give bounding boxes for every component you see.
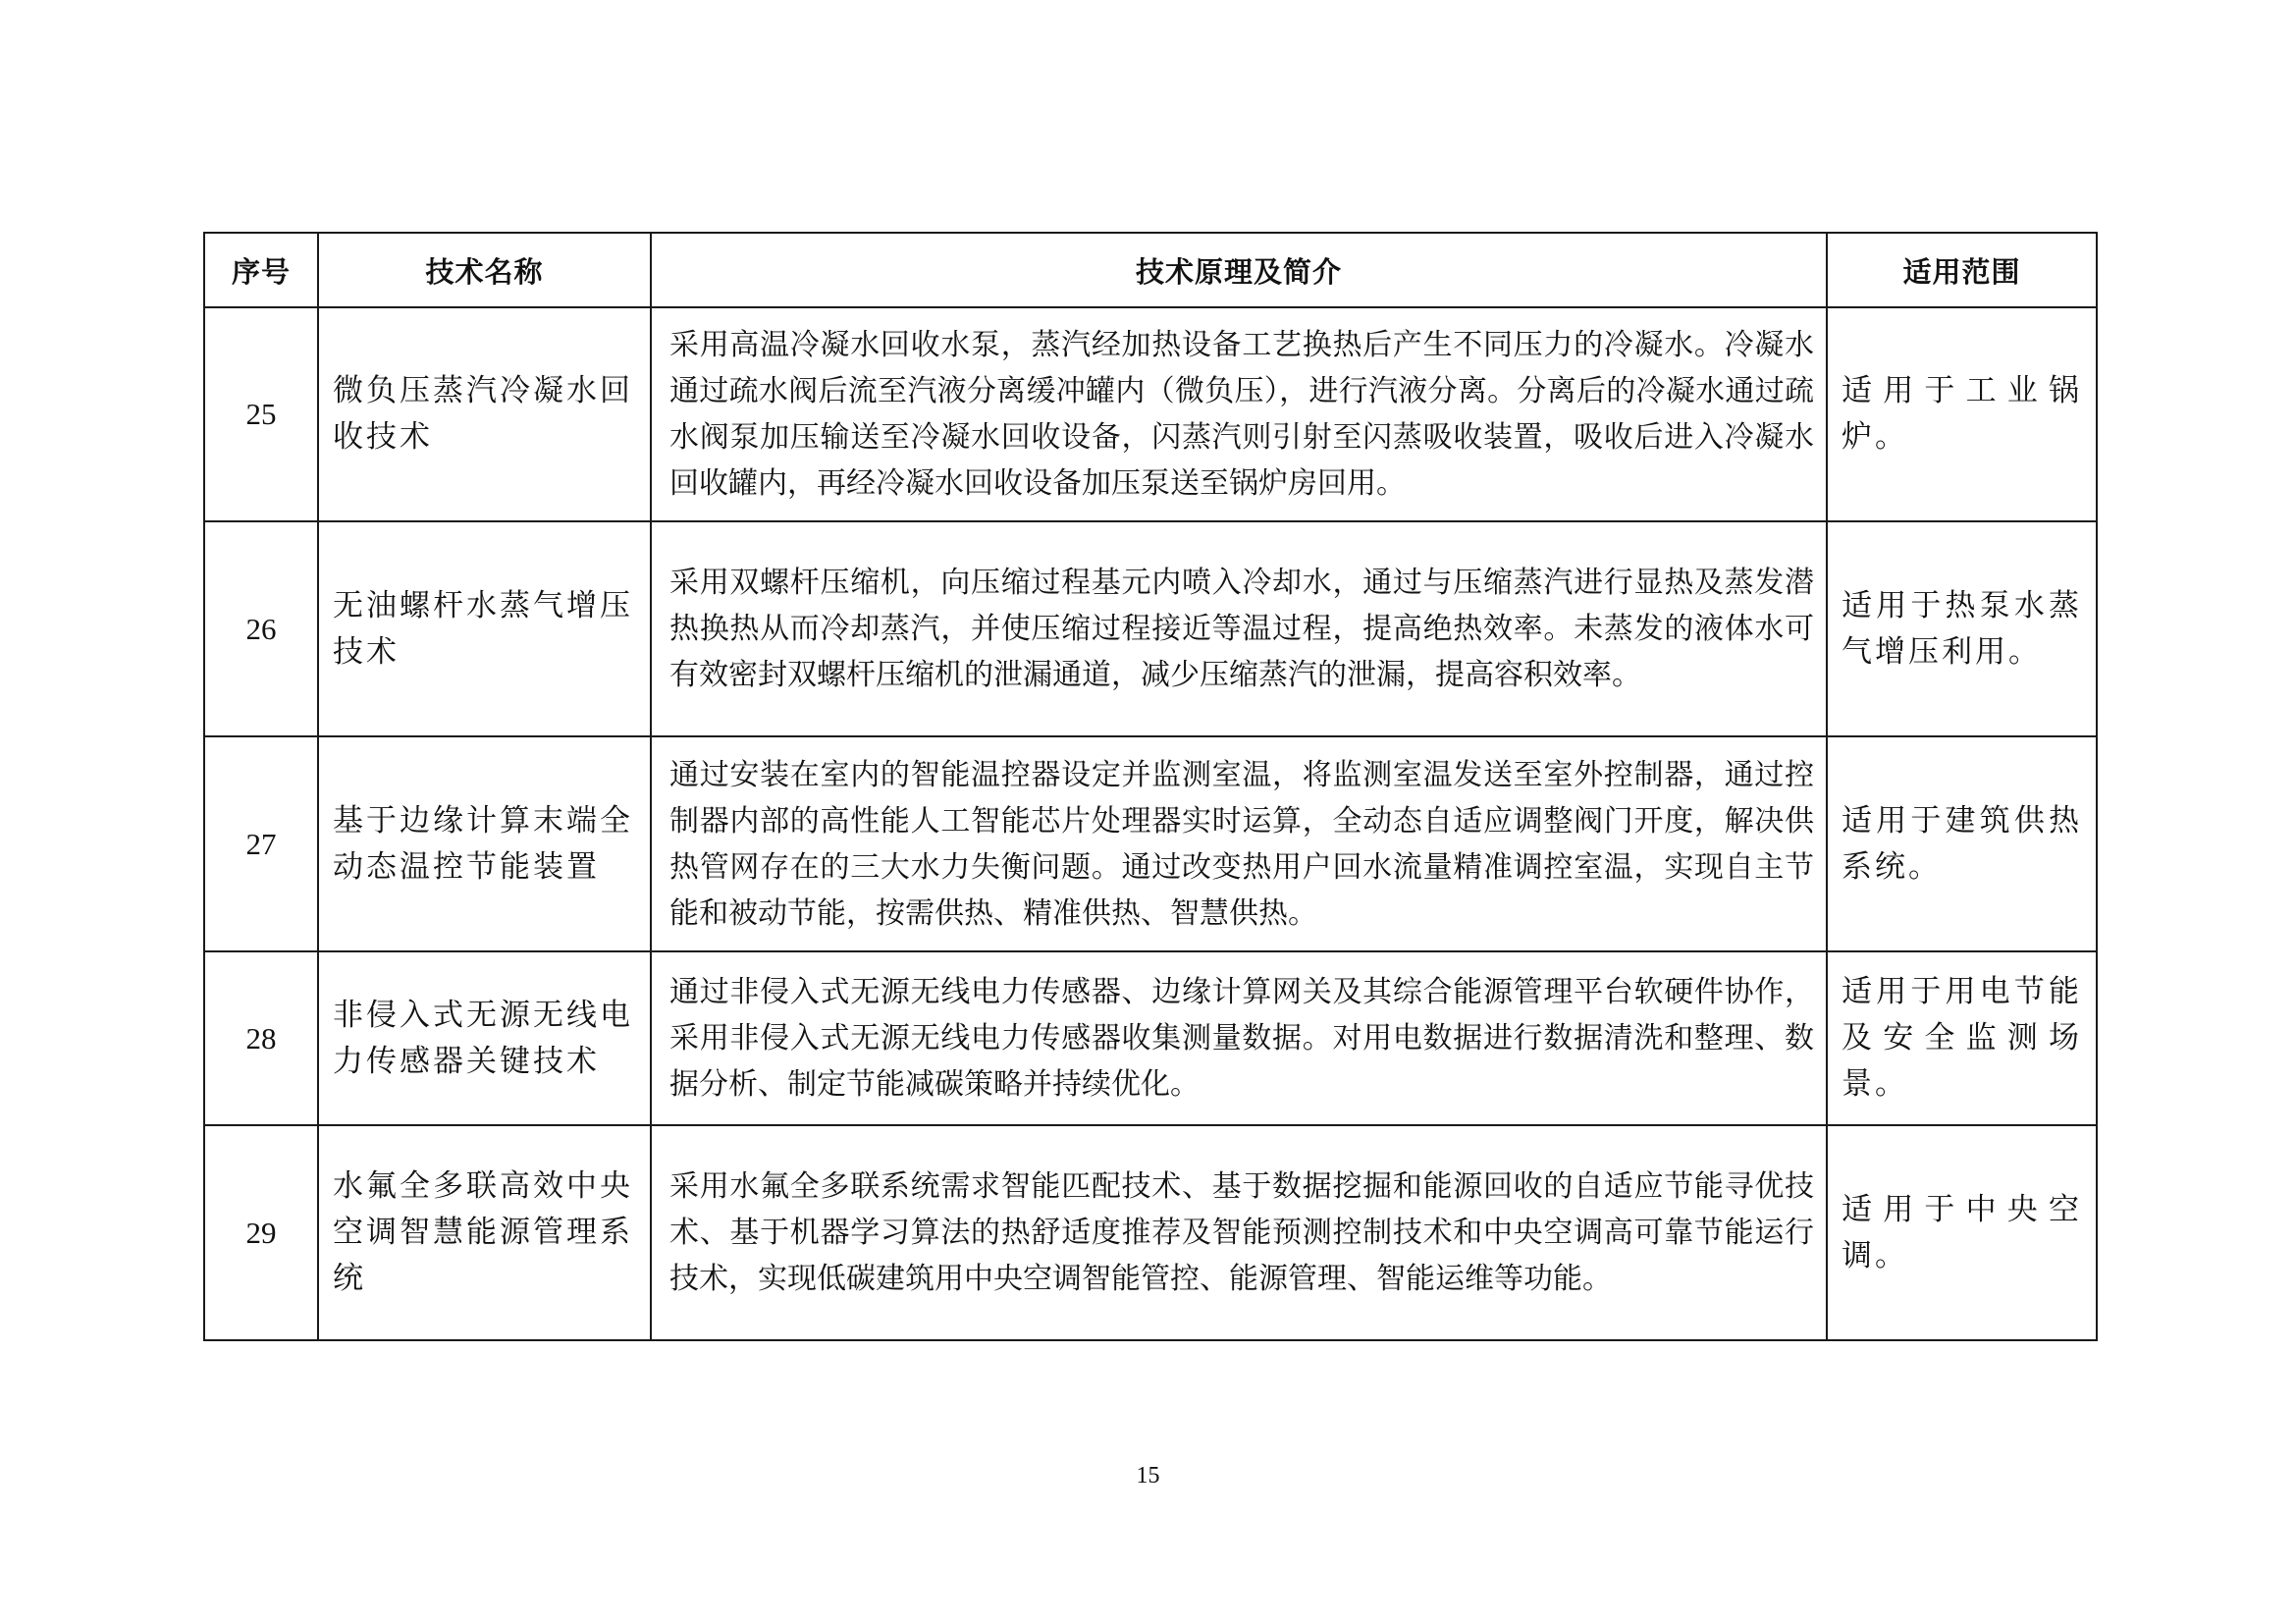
row-number: 27 (204, 736, 318, 951)
technology-table (203, 232, 2098, 1341)
row-number: 25 (204, 307, 318, 521)
header-scope: 适用范围 (1827, 233, 2097, 307)
technology-name: 微负压蒸汽冷凝水回收技术 (318, 307, 651, 521)
technology-description: 采用双螺杆压缩机，向压缩过程基元内喷入冷却水，通过与压缩蒸汽进行显热及蒸发潜热换热从而冷却蒸汽，并使压缩过程接近等温过程，提高绝热效率。未蒸发的液体水可有效密封双螺杆压缩机的泄漏通道，减少压缩蒸汽的泄漏，提高容积效率。 (651, 521, 1827, 736)
table-row (204, 951, 2097, 1125)
header-desc: 技术原理及简介 (651, 233, 1827, 307)
application-scope: 适用于用电节能及安全监测场景。 (1827, 951, 2097, 1125)
row-number: 26 (204, 521, 318, 736)
technology-description: 采用水氟全多联系统需求智能匹配技术、基于数据挖掘和能源回收的自适应节能寻优技术、基于机器学习算法的热舒适度推荐及智能预测控制技术和中央空调高可靠节能运行技术，实现低碳建筑用中央空调智能管控、能源管理、智能运维等功能。 (651, 1125, 1827, 1340)
technology-name: 水氟全多联高效中央空调智慧能源管理系统 (318, 1125, 651, 1340)
application-scope: 适用于工业锅炉。 (1827, 307, 2097, 521)
technology-name: 无油螺杆水蒸气增压技术 (318, 521, 651, 736)
application-scope: 适用于建筑供热系统。 (1827, 736, 2097, 951)
header-name: 技术名称 (318, 233, 651, 307)
table-header-row (204, 233, 2097, 307)
technology-description: 采用高温冷凝水回收水泵，蒸汽经加热设备工艺换热后产生不同压力的冷凝水。冷凝水通过疏水阀后流至汽液分离缓冲罐内（微负压），进行汽液分离。分离后的冷凝水通过疏水阀泵加压输送至冷凝水回收设备，闪蒸汽则引射至闪蒸吸收装置，吸收后进入冷凝水回收罐内，再经冷凝水回收设备加压泵送至锅炉房回用。 (651, 307, 1827, 521)
technology-description: 通过非侵入式无源无线电力传感器、边缘计算网关及其综合能源管理平台软硬件协作，采用非侵入式无源无线电力传感器收集测量数据。对用电数据进行数据清洗和整理、数据分析、制定节能减碳策略并持续优化。 (651, 951, 1827, 1125)
technology-name: 非侵入式无源无线电力传感器关键技术 (318, 951, 651, 1125)
technology-description: 通过安装在室内的智能温控器设定并监测室温，将监测室温发送至室外控制器，通过控制器内部的高性能人工智能芯片处理器实时运算，全动态自适应调整阀门开度，解决供热管网存在的三大水力失衡问题。通过改变热用户回水流量精准调控室温，实现自主节能和被动节能，按需供热、精准供热、智慧供热。 (651, 736, 1827, 951)
technology-name: 基于边缘计算末端全动态温控节能装置 (318, 736, 651, 951)
table-row (204, 521, 2097, 736)
table-row (204, 736, 2097, 951)
table-row (204, 1125, 2097, 1340)
header-no: 序号 (204, 233, 318, 307)
row-number: 28 (204, 951, 318, 1125)
row-number: 29 (204, 1125, 318, 1340)
application-scope: 适用于中央空调。 (1827, 1125, 2097, 1340)
table-row (204, 307, 2097, 521)
application-scope: 适用于热泵水蒸气增压利用。 (1827, 521, 2097, 736)
page-number: 15 (1136, 1463, 1160, 1489)
